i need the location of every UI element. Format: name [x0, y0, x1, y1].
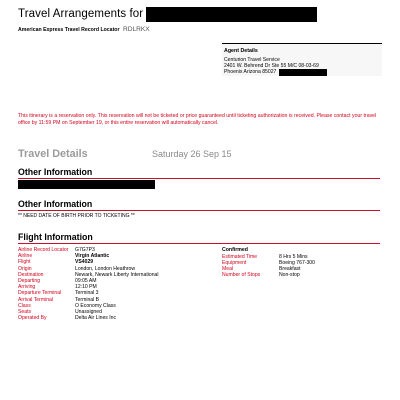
flight-value: Non-stop	[279, 272, 300, 279]
flight-label: Departing	[18, 277, 41, 284]
flight-value: London, London Heathrow	[75, 265, 136, 272]
flight-value: Breakfast	[279, 265, 301, 272]
flight-label: Arriving	[18, 284, 36, 291]
flight-label: Arrival Terminal	[18, 296, 54, 303]
flight-value: Virgin Atlantic	[75, 253, 110, 260]
flight-details-left	[18, 247, 159, 321]
section-divider	[18, 210, 380, 211]
flight-value: G7G7P3	[75, 247, 95, 253]
title-row	[18, 6, 317, 22]
flight-value: Unassigned	[75, 308, 102, 315]
agent-line: 2401 W. Behrend Dr Ste 55 M/C 08-03-69	[224, 63, 319, 70]
record-locator-code: RDLRKX	[122, 26, 150, 33]
flight-label: Equipment	[222, 259, 247, 266]
flight-label: Departure Terminal	[18, 290, 62, 297]
flight-value: 8 Hrs 5 Mins	[279, 253, 308, 260]
agent-details	[222, 43, 382, 76]
flight-label: Airline	[18, 253, 33, 260]
flight-label: Airline Record Locator	[18, 247, 69, 253]
flight-label: Origin	[18, 265, 32, 272]
flight-value: 12:10 PM	[75, 284, 97, 291]
flight-label: Flight	[18, 259, 31, 266]
record-locator	[18, 26, 150, 33]
flight-value: Newark, Newark Liberty International	[75, 271, 159, 278]
page-title: Travel Arrangements for	[18, 8, 144, 20]
flight-details-right	[222, 254, 315, 279]
agent-line: Phoenix Arizona 85027	[224, 69, 277, 76]
flight-value: VS4029	[75, 259, 94, 266]
redacted-other-information	[18, 180, 155, 189]
section-divider	[18, 178, 380, 179]
flight-label: Class	[18, 302, 31, 309]
booking-status: Confirmed	[222, 247, 248, 253]
reservation-disclaimer: This itinerary is a reservation only. This reservation will not be ticketed or price guaranteed until ticketing authorization is received. Please contact your travel office by 11:59 PM on September 19, or this entire reservation will automatically cancel.	[18, 113, 377, 127]
flight-label: Meal	[222, 265, 234, 272]
redacted-agent-info	[279, 69, 327, 76]
other-information-title: Other Information	[18, 199, 93, 209]
agent-line: Centurion Travel Service	[224, 57, 280, 63]
flight-value: Delta Air Lines Inc	[75, 315, 117, 322]
travel-date: Saturday 26 Sep 15	[152, 149, 232, 159]
section-divider	[18, 243, 380, 244]
flight-row	[18, 315, 159, 321]
flight-label: Operated By	[18, 315, 47, 322]
flight-label: Number of Stops	[222, 272, 261, 279]
flight-value: Boeing 767-300	[279, 259, 315, 266]
flight-row	[222, 272, 315, 278]
flight-value: Terminal B	[75, 296, 100, 303]
travel-details-title: Travel Details	[18, 148, 88, 160]
agent-details-title: Agent Details	[224, 48, 258, 54]
redacted-traveler-name	[146, 7, 317, 22]
flight-label: Seats	[18, 308, 32, 315]
flight-value: 09:05 AM	[75, 277, 97, 284]
flight-value: Terminal 3	[75, 290, 99, 297]
flight-label: Destination	[18, 271, 44, 278]
flight-value: O Economy Class	[75, 302, 116, 309]
flight-information-title: Flight Information	[18, 232, 93, 242]
flight-label: Estimated Time	[222, 253, 258, 260]
record-locator-label: American Express Travel Record Locator	[18, 27, 120, 33]
other-information-title: Other Information	[18, 167, 93, 177]
ticketing-note: ** NEED DATE OF BIRTH PRIOR TO TICKETING **	[18, 213, 135, 219]
